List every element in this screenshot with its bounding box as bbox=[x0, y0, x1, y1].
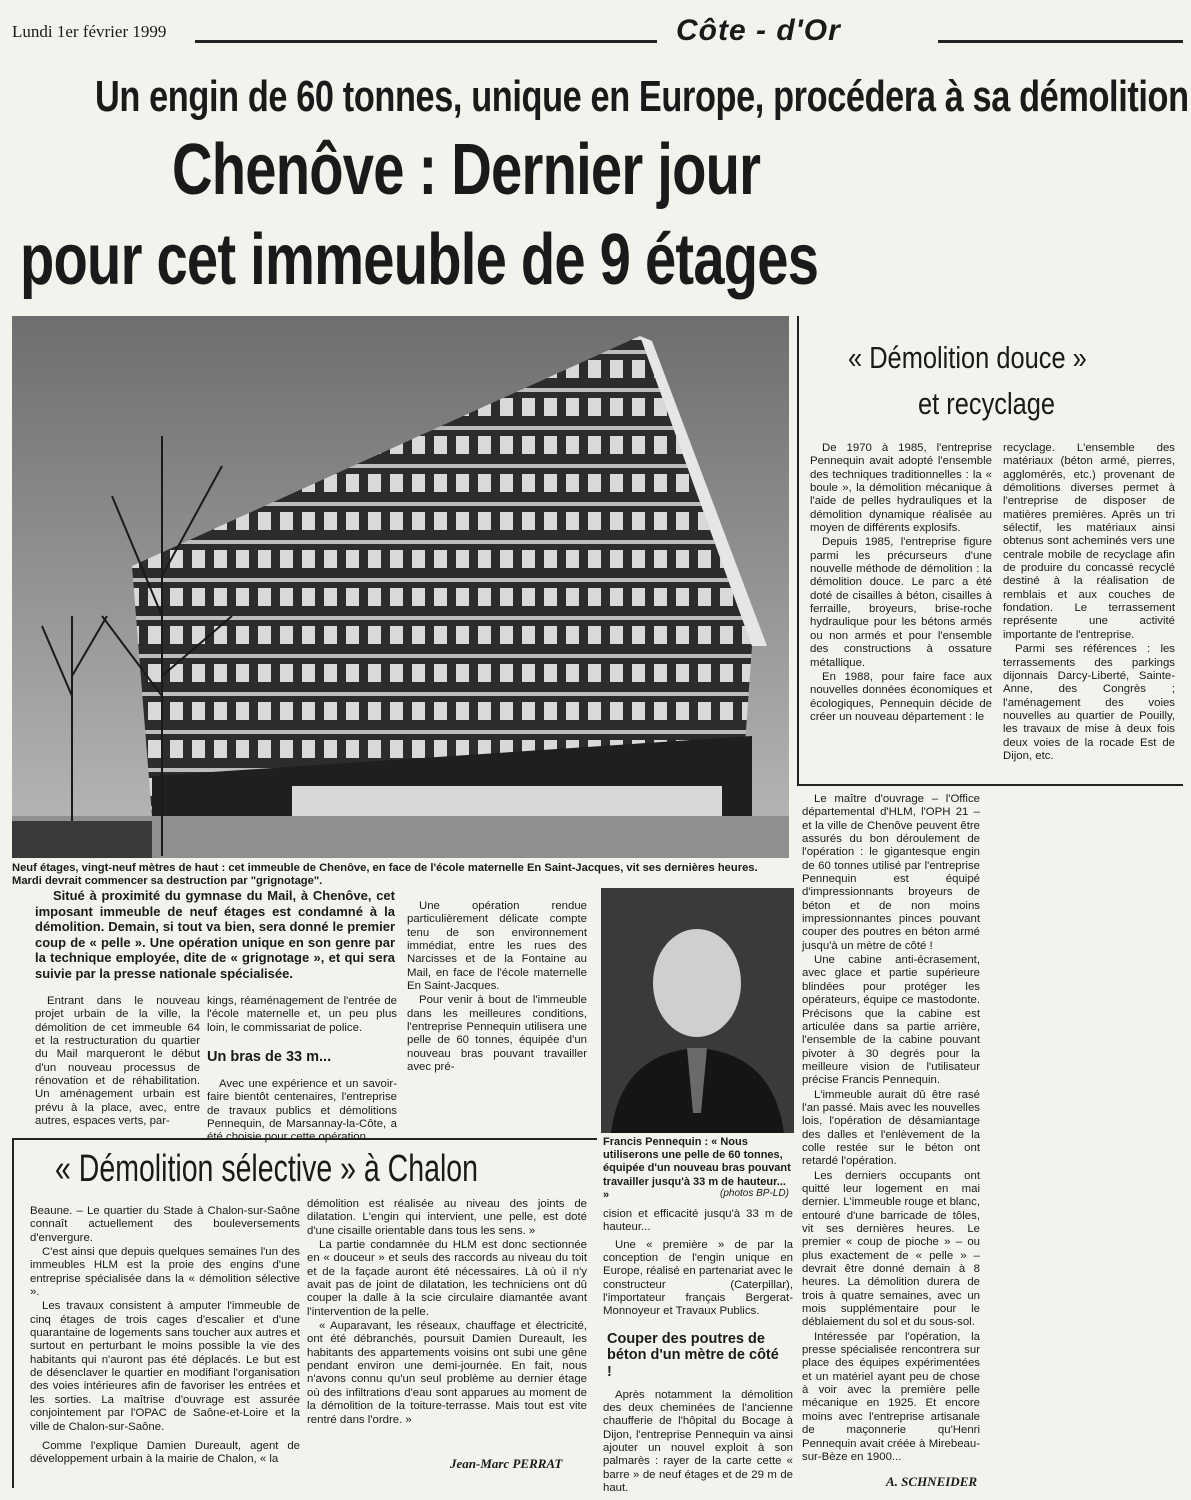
portrait-illustration bbox=[601, 888, 794, 1133]
main-headline-line2: pour cet immeuble de 9 étages bbox=[20, 220, 819, 300]
article-col3 bbox=[407, 900, 587, 1075]
paragraph: Une « première » de par la conception de l'engin unique en Europe, réalisé en partenariat avec le constructeur (Caterpillar), l'importateur français Bergerat-Monnoyeur et Travaux Publics. bbox=[603, 1238, 793, 1318]
building-illustration bbox=[12, 316, 789, 858]
paragraph: cision et efficacité jusqu'à 33 m de hauteur... bbox=[603, 1208, 793, 1234]
paragraph: En 1988, pour faire face aux nouvelles données économiques et écologiques, Pennequin décide de créer un nouveau département : le bbox=[810, 670, 992, 723]
paragraph: Une cabine anti-écrasement, avec glace et partie supérieure blindées pour protéger les opérateurs, équipe ce mastodonte. Précisons que la cabine est articulée dans sa partie arrière, l'ensemble de la cabine pouvant pivoter à 30 degrés pour la meilleure vision de l'utilisateur précise Francis Pennequin. bbox=[802, 954, 980, 1087]
paragraph: Intéressée par l'opération, la presse spécialisée rencontrera sur place des équipes expérimentées et un matériel ayant peu de chose à voir avec la première pelle mécanique en 1925. Et encore moins avec l'entreprise artisanale de maçonnerie qu'Henri Pennequin avait créée à Mirebeau-sur-Bèze en 1900... bbox=[802, 1330, 980, 1463]
sidebar-recyclage-title2: et recyclage bbox=[918, 386, 1056, 421]
sidebar-chalon-col2 bbox=[307, 1198, 587, 1428]
paragraph: Le maître d'ouvrage – l'Office départemental d'HLM, l'OPH 21 – et la ville de Chenôve peuvent être assurés du bon déroulement de l'opération : le gigantesque engin de 60 tonnes utilisé par l'entreprise Pennequin est équipé d'impressionnants broyeurs de béton et de non moins impressionnantes pinces pouvant couper des poutres en béton armé jusqu'à un mètre de côté ! bbox=[802, 793, 980, 952]
paragraph: Avec une expérience et un savoir-faire bientôt centenaires, l'entreprise de travaux publics et démolitions Pennequin, de Marsannay-la-Côte, a été choisie pour cette opération. bbox=[207, 1077, 397, 1144]
paragraph: kings, réaménagement de l'entrée de l'école maternelle et, un peu plus loin, le commissariat de police. bbox=[207, 995, 397, 1034]
paragraph: Comme l'explique Damien Dureault, agent de développement urbain à la mairie de Chalon, « la bbox=[30, 1439, 300, 1466]
paragraph: Une opération rendue particulièrement délicate compte tenu de son environnement immédiat, entre les rues des Narcisses et de la Fontaine au Mail, en face de l'école maternelle En Saint-Jacques. bbox=[407, 900, 587, 993]
header-rule bbox=[195, 40, 657, 43]
sidebar-recyclage-col2 bbox=[1003, 442, 1175, 764]
kicker-headline: Un engin de 60 tonnes, unique en Europe, procédera à sa démolition bbox=[95, 72, 1189, 121]
sidebar-chalon-title: « Démolition sélective » à Chalon bbox=[55, 1148, 478, 1190]
article-lead: Situé à proximité du gymnase du Mail, à Chenôve, cet imposant immeuble de neuf étages est condamné à la démolition. Demain, si tout va bien, sera donné le premier coup de « pelle ». Une opération unique en son genre par la technique employée, dite de « grignotage », et qui sera suivie par la presse nationale spécialisée. bbox=[35, 888, 395, 981]
article-col5 bbox=[802, 793, 980, 1465]
portrait-photo bbox=[601, 888, 794, 1133]
chalon-signature: Jean-Marc PERRAT bbox=[450, 1456, 563, 1471]
paragraph: recyclage. L'ensemble des matériaux (béton armé, pierres, agglomérés, etc.) provenant de démolitions diverses permet à l'entreprise de disposer de matières premières. Après un tri sélectif, les matériaux ainsi obtenus sont acheminés vers une centrale mobile de recyclage afin de produire du concassé recyclé destiné à la réalisation de remblais et aux couches de fondation. Le terrassement représente une activité importante de l'entreprise. bbox=[1003, 442, 1175, 641]
paragraph: Après notamment la démolition des deux cheminées de l'ancienne chaufferie de l'hôpital du Bocage à Dijon, l'entreprise Pennequin va ainsi ajouter un nouvel exploit à son palmarès : rayer de la carte cette « barre » de neuf étages et de 29 m de haut. bbox=[603, 1388, 793, 1495]
paragraph: L'immeuble aurait dû être rasé l'an passé. Mais avec les nouvelles lois, l'opération de désamiantage des dalles et l'enlèvement de la colle restée sur le béton ont retardé l'opération. bbox=[802, 1088, 980, 1168]
sidebar-recyclage-title1: « Démolition douce » bbox=[848, 340, 1087, 375]
paragraph: Pour venir à bout de l'immeuble dans les meilleures conditions, l'entreprise Pennequin utilisera une pelle de 60 tonnes, équipée d'un nouveau bras pouvant travailler avec pré- bbox=[407, 994, 587, 1074]
page-date: Lundi 1er février 1999 bbox=[12, 22, 167, 41]
sidebar-bottom-rule bbox=[797, 784, 1183, 786]
sidebar-chalon-col1 bbox=[30, 1205, 300, 1468]
photo-caption: Neuf étages, vingt-neuf mètres de haut : cet immeuble de Chenôve, en face de l'école maternelle En Saint-Jacques, vit ses dernières heures. Mardi devrait commencer sa destruction par "grignotage". bbox=[12, 862, 758, 888]
paragraph: Les travaux consistent à amputer l'immeuble de cinq étages de trois cages d'escalier et d'une quarantaine de logements sans toucher aux autres et surtout en perturbant le moins possible la vie des habitants qui n'auront pas été déplacés. Le but est de désenclaver le quartier en modifiant l'organisation des voies intérieures afin de favoriser les entrées et les sorties. La maîtrise d'ouvrage est assurée conjointement par l'OPAC de Saône-et-Loire et la ville de Chalon-sur-Saône. bbox=[30, 1300, 300, 1433]
paragraph: Depuis 1985, l'entreprise figure parmi les précurseurs d'une nouvelle méthode de démolition : la démolition douce. Le parc a été doté de cisailles à béton, cisailles à ferraille, broyeurs, brise-roche hydraulique pour les bétons armés ou non armés et pour l'ensemble des constructions à ossature métallique. bbox=[810, 536, 992, 669]
section-title: Côte - d'Or bbox=[676, 14, 841, 47]
paragraph: démolition est réalisée au niveau des joints de dilatation. L'engin qui intervient, une pelle, est doté d'une cisaille orientable dans tous les sens. » bbox=[307, 1198, 587, 1237]
article-col2 bbox=[207, 995, 397, 1146]
main-headline-line1: Chenôve : Dernier jour bbox=[172, 130, 761, 210]
header-rule-right bbox=[938, 40, 1183, 43]
paragraph: La partie condamnée du HLM est donc sectionnée en « douceur » et seuls des raccords au niveau du toit et de la façade auront été nécessaires. Là où il n'y avait pas de joint de dilatation, les techniciens ont dû couper la dalle à la scie circulaire diamantée avant l'intervention de la pelle. bbox=[307, 1239, 587, 1318]
paragraph: Entrant dans le nouveau projet urbain de la ville, la démolition de cet immeuble 64 et la restructuration du quartier du Mail marqueront le début d'un nouveau processus de rénovation et de réhabilitation. Un aménagement urbain est prévu à la place, avec, entre autres, espaces verts, par- bbox=[35, 995, 200, 1128]
portrait-credit: (photos BP-LD) bbox=[720, 1188, 789, 1199]
building-photo bbox=[12, 316, 789, 858]
portrait-caption: Francis Pennequin : « Nous utiliserons une pelle de 60 tonnes, équipée d'un nouveau bras pouvant travailler jusqu'à 33 m de hauteur... » bbox=[603, 1136, 791, 1201]
paragraph: Beaune. – Le quartier du Stade à Chalon-sur-Saône connaît actuellement des bouleversements d'envergure. bbox=[30, 1205, 300, 1244]
paragraph: Parmi ses références : les terrassements des parkings dijonnais Darcy-Liberté, Sainte-Anne, des Congrès ; l'aménagement des voies nouvelles au quartier de Pouilly, les travaux de mise à deux fois deux voies de la rocade Est de Dijon, etc. bbox=[1003, 643, 1175, 762]
subhead-bras: Un bras de 33 m... bbox=[207, 1049, 332, 1066]
main-article-signature: A. SCHNEIDER bbox=[886, 1474, 978, 1489]
subhead-poutres: Couper des poutres de béton d'un mètre de côté ! bbox=[607, 1330, 779, 1381]
paragraph: « Auparavant, les réseaux, chauffage et électricité, ont été débranchés, poursuit Damien Dureault, les habitants des appartements voisins ont subi une gêne pendant environ une demi-journée. En fait, nous n'avons connu qu'un seul problème au dernier étage où des infiltrations d'eau sont apparues au moment de la démolition de la toiture-terrasse. Mais tout est vite rentré dans l'ordre. » bbox=[307, 1320, 587, 1426]
paragraph: C'est ainsi que depuis quelques semaines l'un des immeubles HLM est la proie des engins d'une entreprise spécialisée dans la « démolition sélective ». bbox=[30, 1246, 300, 1299]
article-col1 bbox=[35, 995, 200, 1129]
paragraph: Les derniers occupants ont quitté leur logement en mai dernier. L'immeuble rouge et blanc, entouré d'une barricade de tôles, vit ses dernières heures. Le premier « coup de pioche » – ou plus exactement de « pelle » – devrait être donné demain à 8 heures. La démolition durera de trois à quatre semaines, avec un mois supplémentaire pour le déblaiement du sol et du sous-sol. bbox=[802, 1169, 980, 1329]
article-col4 bbox=[603, 1208, 793, 1497]
sidebar-recyclage-col1 bbox=[810, 442, 992, 725]
paragraph: De 1970 à 1985, l'entreprise Pennequin avait adopté l'ensemble des techniques traditionnelles : la « boule », la démolition mécanique à l'aide de pelles hydrauliques et la démolition dynamique réalisée au moyen de différents explosifs. bbox=[810, 442, 992, 535]
